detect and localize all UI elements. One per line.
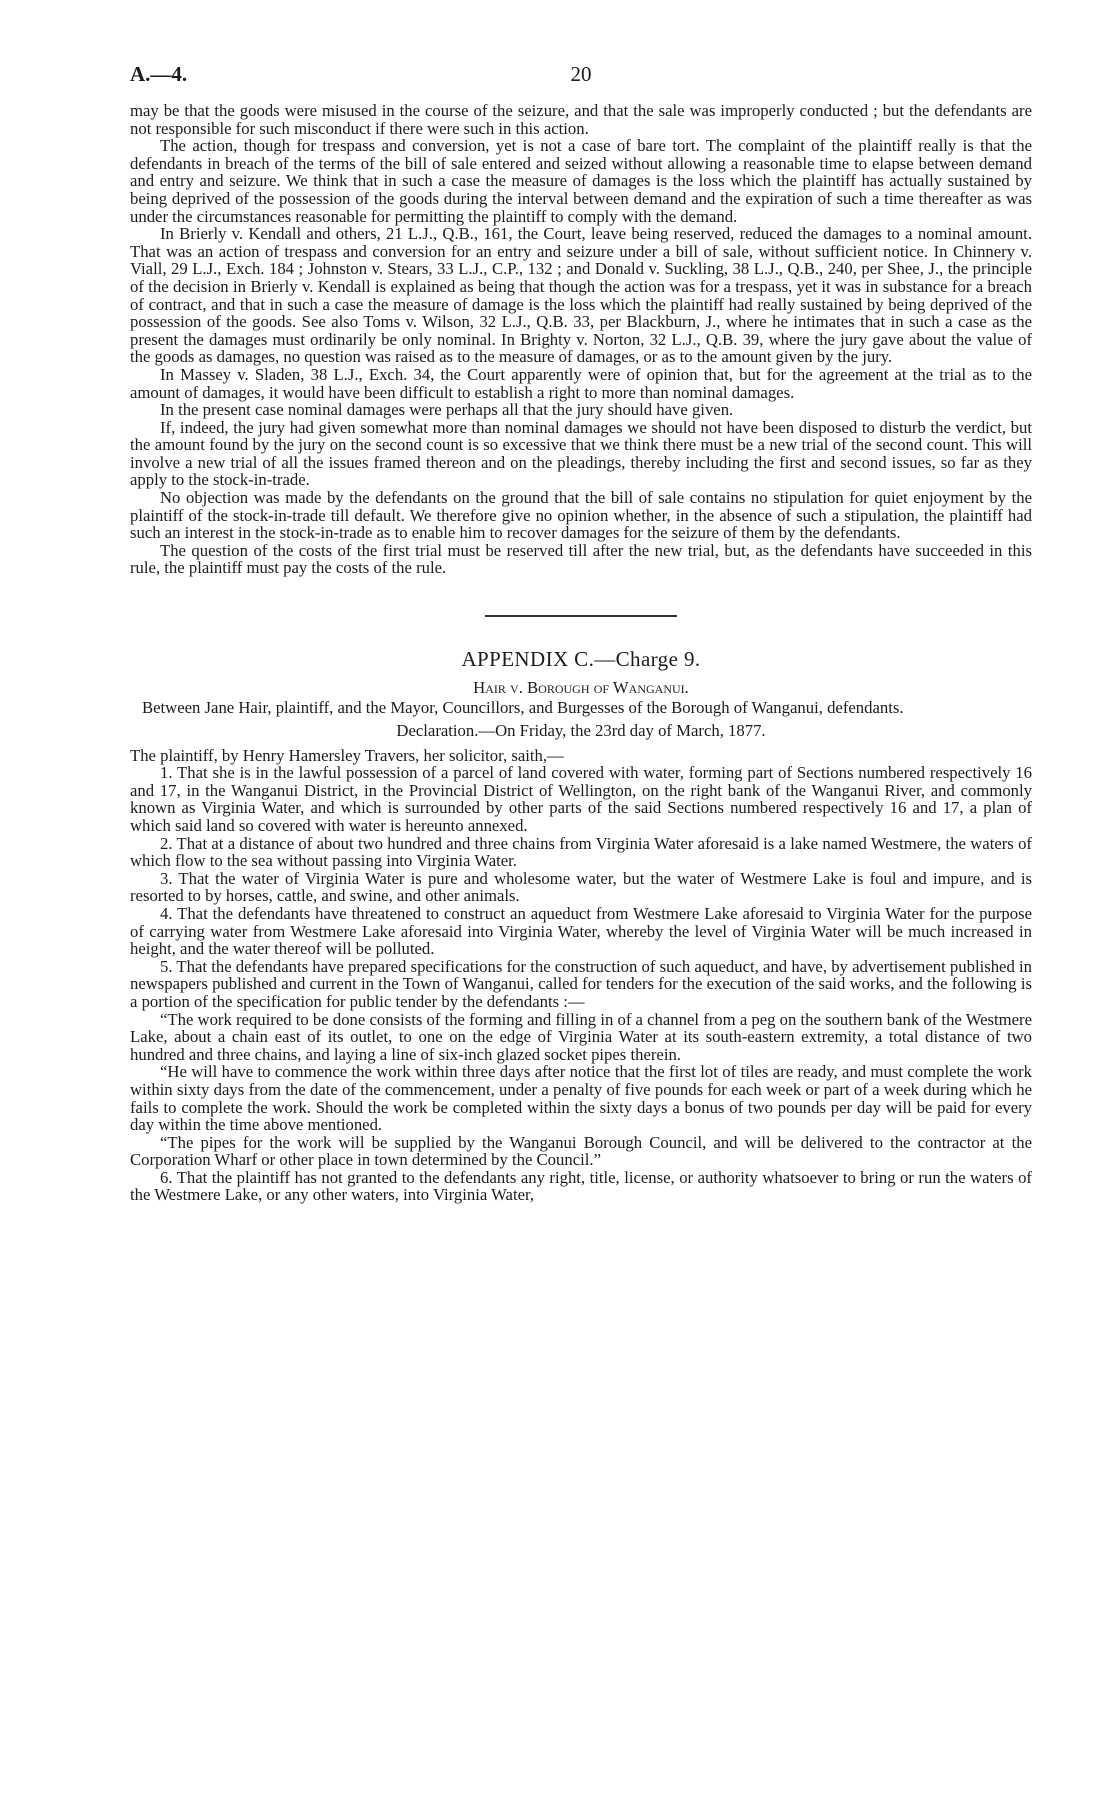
paragraph: 1. That she is in the lawful possession of a parcel of land covered with water, forming part of Sections numbered respectively 16 and 17, in the Wanganui District, in the Provincial District of Wellington, on the right bank of the Wanganui River, and commonly known as Virginia Water, and which is surrounded by other parts of the said Sections numbered respectively 16 and 17, a plan of which said land so covered with water is hereunto annexed. bbox=[130, 763, 1032, 835]
paragraph: In Brierly v. Kendall and others, 21 L.J., Q.B., 161, the Court, leave being reserved, reduced the damages to a nominal amount. That was an action of trespass and conversion for an entry and seizure under a bill of sale, without sufficient notice. In Chinnery v. Viall, 29 L.J., Exch. 184 ; Johnston v. Stears, 33 L.J., C.P., 132 ; and Donald v. Suckling, 38 L.J., Q.B., 240, per Shee, J., the principle of the decision in Brierly v. Kendall is explained as being that though the action was for a trespass, yet it was in substance for a breach of contract, and that in such a case the measure of damage is the loss which the plaintiff had really sustained by being deprived of the possession of the goods. See also Toms v. Wilson, 32 L.J., Q.B. 33, per Blackburn, J., where he intimates that in such a case as the present the damages must ordinarily be only nominal. In Brighty v. Norton, 32 L.J., Q.B. 39, where the jury gave about the value of the goods as damages, no question was raised as to the measure of damages, or as to the amount given by the jury. bbox=[130, 224, 1032, 367]
appendix-title: APPENDIX C.—Charge 9. bbox=[461, 647, 701, 672]
declaration-text bbox=[130, 699, 1032, 1204]
document-page bbox=[130, 62, 1032, 1204]
series-number: A.—4. bbox=[130, 62, 188, 86]
paragraph: In Massey v. Sladen, 38 L.J., Exch. 34, the Court apparently were of opinion that, but for the agreement at the trial as to the amount of damages, it would have been difficult to establish a right to more than nominal damages. bbox=[130, 364, 1032, 402]
paragraph: 3. That the water of Virginia Water is pure and wholesome water, but the water of Westmere Lake is foul and impure, and is resorted to by horses, cattle, and swine, and other animals. bbox=[130, 868, 1032, 906]
paragraph: 6. That the plaintiff has not granted to the defendants any right, title, license, or authority whatsoever to bring or run the waters of the Westmere Lake, or any other waters, into Virginia Water, bbox=[130, 1167, 1032, 1205]
judgment-text bbox=[130, 102, 1032, 577]
opening-line: The plaintiff, by Henry Hamersley Travers, her solicitor, saith,— bbox=[130, 745, 564, 765]
paragraph: The question of the costs of the first trial must be reserved till after the new trial, but, as the defendants have succeeded in this rule, the plaintiff must pay the costs of the rule. bbox=[130, 540, 1032, 578]
section-divider bbox=[485, 615, 677, 617]
parties: Between Jane Hair, plaintiff, and the Mayor, Councillors, and Burgesses of the Borough of Wanganui, defendants. bbox=[142, 698, 904, 718]
declaration-date: Declaration.—On Friday, the 23rd day of March, 1877. bbox=[396, 720, 766, 740]
page-number: 20 bbox=[570, 62, 592, 86]
case-name: Hair v. Borough of Wanganui. bbox=[473, 678, 689, 698]
paragraph: 5. That the defendants have prepared specifications for the construction of such aqueduct, and have, by advertisement published in newspapers published and current in the Town of Wanganui, called for tenders for the execution of the said works, and the following is a portion of the specification for public tender by the defendants :— bbox=[130, 956, 1032, 1011]
quoted-specification: “He will have to commence the work within three days after notice that the first lot of tiles are ready, and must complete the work within sixty days from the date of the commencement, under a penalty of five pounds for each week or part of a week during which he fails to complete the work. Should the work be completed within the sixty days a bonus of two pounds per day will be paid for every day within the time above mentioned. bbox=[130, 1062, 1032, 1135]
quoted-specification: “The work required to be done consists of the forming and filling in of a channel from a peg on the southern bank of the Westmere Lake, about a chain east of its outlet, to one on the edge of Virginia Water at its south-eastern extremity, a total distance of two hundred and three chains, and laying a line of six-inch glazed socket pipes therein. bbox=[130, 1009, 1032, 1064]
page-header bbox=[130, 62, 1032, 102]
paragraph: 2. That at a distance of about two hundred and three chains from Virginia Water aforesaid is a lake named Westmere, the waters of which flow to the sea without passing into Virginia Water. bbox=[130, 833, 1032, 871]
paragraph: If, indeed, the jury had given somewhat more than nominal damages we should not have been disposed to disturb the verdict, but the amount found by the jury on the second count is so excessive that we think there must be a new trial of the second count. This will involve a new trial of all the issues framed thereon and on the pleadings, thereby including the first and second issues, so far as they apply to the stock-in-trade. bbox=[130, 417, 1032, 490]
paragraph: may be that the goods were misused in the course of the seizure, and that the sale was improperly conducted ; but the defendants are not responsible for such misconduct if there were such in this action. bbox=[130, 101, 1032, 138]
paragraph: In the present case nominal damages were perhaps all that the jury should have given. bbox=[160, 400, 734, 420]
quoted-specification: “The pipes for the work will be supplied by the Wanganui Borough Council, and will be delivered to the contractor at the Corporation Wharf or other place in town determined by the Council.” bbox=[130, 1132, 1032, 1170]
paragraph: No objection was made by the defendants on the ground that the bill of sale contains no stipulation for quiet enjoyment by the plaintiff of the stock-in-trade till default. We therefore give no opinion whether, in the absence of such a stipulation, the plaintiff had such an interest in the stock-in-trade as to enable him to recover damages for the seizure of them by the defendants. bbox=[130, 488, 1032, 543]
paragraph: The action, though for trespass and conversion, yet is not a case of bare tort. The complaint of the plaintiff really is that the defendants in breach of the terms of the bill of sale entered and seized without allowing a reasonable time to elapse between demand and entry and seizure. We think that in such a case the measure of damages is the loss which the plaintiff has actually sustained by being deprived of the possession of the goods during the interval between demand and the expiration of such a time thereafter as was under the circumstances reasonable for permitting the plaintiff to comply with the demand. bbox=[130, 136, 1032, 226]
paragraph: 4. That the defendants have threatened to construct an aqueduct from Westmere Lake aforesaid to Virginia Water for the purpose of carrying water from Westmere Lake aforesaid into Virginia Water, whereby the level of Virginia Water will be much increased in height, and the water thereof will be polluted. bbox=[130, 903, 1032, 959]
